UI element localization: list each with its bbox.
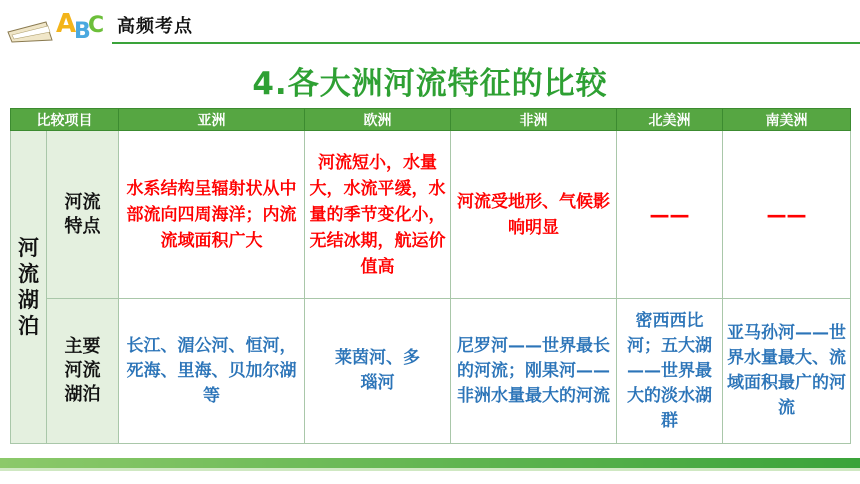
header-divider [112, 42, 860, 44]
header-asia: 亚洲 [119, 109, 305, 131]
header-north-america: 北美洲 [617, 109, 723, 131]
side-label-text: 河流湖泊 [18, 236, 39, 338]
footer-line [0, 468, 860, 471]
comparison-table [10, 108, 851, 444]
row-label-river-features [47, 131, 119, 299]
cell-europe-rivers-text: 莱茵河、多瑙河 [335, 348, 420, 393]
row-label-text: 主要河流湖泊 [64, 336, 101, 405]
header-europe: 欧洲 [305, 109, 451, 131]
cell-north-america-rivers: 密西西比河；五大湖——世界最大的淡水湖群 [617, 299, 723, 444]
svg-text:B: B [74, 19, 91, 44]
cell-south-america-rivers: 亚马孙河——世界水量最大、流域面积最广的河流 [723, 299, 851, 444]
page-title: 4.各大洲河流特征的比较 [252, 66, 608, 102]
cell-south-america-features: —— [723, 131, 851, 299]
slide-header [0, 0, 860, 44]
cell-europe-rivers [305, 299, 451, 444]
abc-book-logo-icon [6, 2, 106, 44]
svg-text:A: A [56, 9, 77, 39]
header-south-america: 南美洲 [723, 109, 851, 131]
header-compare-item: 比较项目 [11, 109, 119, 131]
cell-africa-rivers: 尼罗河——世界最长的河流；刚果河——非洲水量最大的河流 [451, 299, 617, 444]
table-row [11, 131, 851, 299]
cell-asia-features: 水系结构呈辐射状从中部流向四周海洋；内流流域面积广大 [119, 131, 305, 299]
cell-africa-features: 河流受地形、气候影响明显 [451, 131, 617, 299]
svg-text:C: C [88, 13, 105, 38]
row-label-main-rivers-lakes [47, 299, 119, 444]
side-label-rivers-lakes [11, 131, 47, 444]
row-label-text: 河流特点 [64, 191, 101, 237]
header-title: 高频考点 [117, 16, 193, 37]
footer-bar [0, 458, 860, 468]
table-header-row [11, 109, 851, 131]
cell-asia-rivers: 长江、湄公河、恒河，死海、里海、贝加尔湖等 [119, 299, 305, 444]
cell-north-america-features: —— [617, 131, 723, 299]
table-row [11, 299, 851, 444]
cell-europe-features: 河流短小，水量大，水流平缓，水量的季节变化小，无结冰期，航运价值高 [305, 131, 451, 299]
header-africa: 非洲 [451, 109, 617, 131]
